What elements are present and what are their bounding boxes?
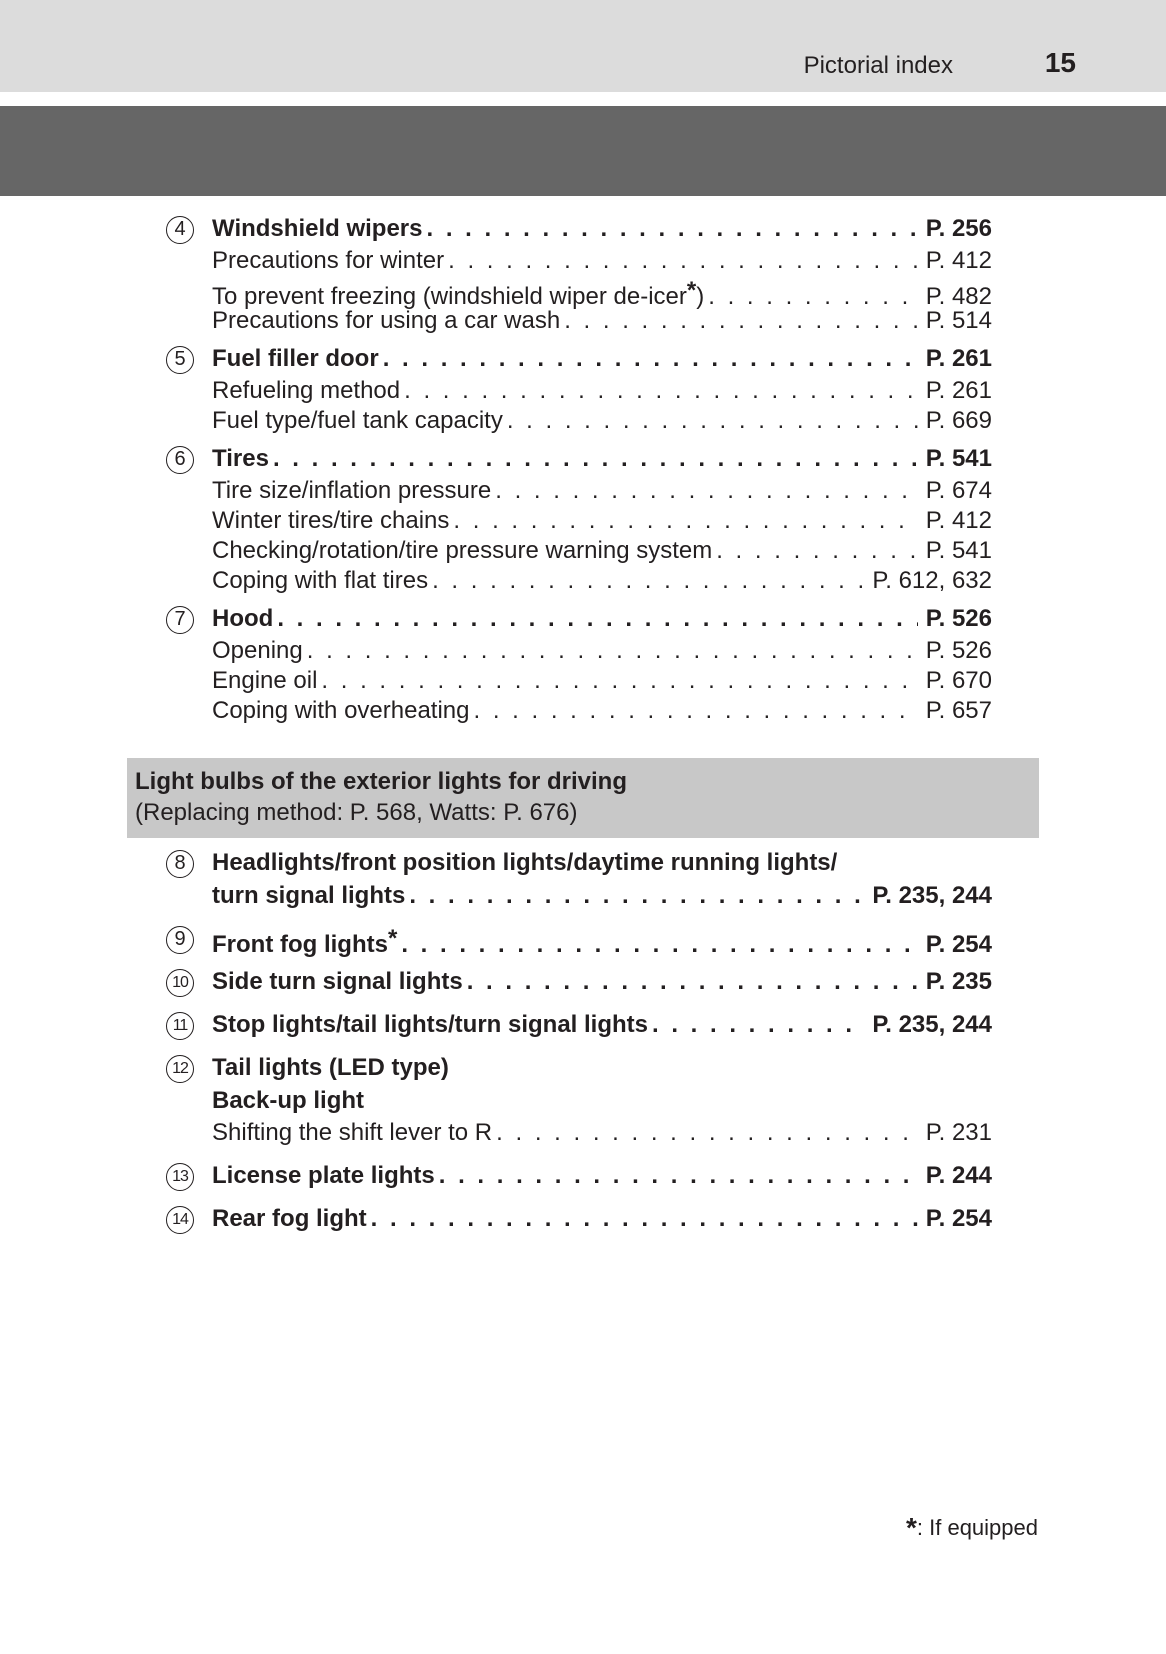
sub-row[interactable] [166, 306, 992, 336]
entry-tires [166, 444, 992, 596]
entry-rear-fog-light [166, 1204, 992, 1234]
item-label: Headlights/front position lights/daytime running lights/ [212, 849, 838, 876]
page-reference[interactable]: P. 244 [925, 1162, 992, 1189]
item-label: turn signal lights [212, 882, 406, 909]
sub-row[interactable] [166, 246, 992, 276]
index-row[interactable] [166, 214, 992, 244]
entry-headlights [166, 848, 992, 911]
index-row[interactable] [166, 924, 992, 958]
index-list-exterior [166, 214, 992, 734]
dot-leader [426, 214, 917, 244]
item-label [212, 924, 397, 960]
page-reference[interactable]: P. 235 [925, 968, 992, 995]
index-row-line[interactable] [166, 1086, 992, 1116]
sub-label: Tire size/inflation pressure [212, 477, 492, 504]
circled-number: 12 [166, 1055, 194, 1083]
item-label: Side turn signal lights [212, 968, 463, 995]
page-reference[interactable]: P. 231 [925, 1119, 992, 1146]
item-label: Stop lights/tail lights/turn signal lights [212, 1011, 648, 1038]
sub-row[interactable] [166, 506, 992, 536]
callout-title: Light bulbs of the exterior lights for driving [135, 768, 627, 795]
index-row[interactable] [166, 344, 992, 374]
dot-leader [652, 1010, 864, 1040]
index-list-lights [166, 848, 992, 1247]
circled-number: 8 [166, 850, 194, 878]
sub-row[interactable] [166, 476, 992, 506]
page-reference[interactable]: P. 254 [925, 1205, 992, 1232]
sub-row[interactable] [166, 666, 992, 696]
page-reference[interactable]: P. 657 [925, 697, 992, 724]
circled-number: 13 [166, 1163, 194, 1191]
page-reference[interactable]: P. 412 [925, 247, 992, 274]
item-label: Windshield wipers [212, 215, 423, 242]
section-title: Pictorial index [803, 52, 953, 79]
dot-leader [453, 506, 917, 536]
item-label: Hood [212, 605, 274, 632]
index-row[interactable] [166, 444, 992, 474]
index-row[interactable] [166, 1161, 992, 1191]
item-label: License plate lights [212, 1162, 435, 1189]
page-reference[interactable]: P. 612, 632 [872, 567, 992, 594]
callout-subtitle: (Replacing method: P. 568, Watts: P. 676) [135, 799, 578, 826]
sub-label: Shifting the shift lever to R [212, 1119, 493, 1146]
sub-row[interactable] [166, 376, 992, 406]
dot-leader [273, 444, 918, 474]
item-label: Fuel filler door [212, 345, 379, 372]
index-row-line[interactable] [166, 848, 992, 878]
item-label: Tires [212, 445, 269, 472]
dot-leader [496, 1118, 918, 1148]
sub-row[interactable] [166, 636, 992, 666]
item-label: Tail lights (LED type) [212, 1054, 449, 1081]
page-reference[interactable]: P. 669 [925, 407, 992, 434]
sub-row[interactable] [166, 536, 992, 566]
page-reference[interactable]: P. 256 [925, 215, 992, 242]
dot-leader [321, 666, 917, 696]
page-reference[interactable]: P. 670 [925, 667, 992, 694]
page-reference[interactable]: P. 482 [925, 283, 992, 310]
sub-label: Winter tires/tire chains [212, 507, 450, 534]
page-reference[interactable]: P. 261 [925, 345, 992, 372]
circled-number: 5 [166, 346, 194, 374]
light-bulbs-callout [127, 758, 1039, 838]
page-reference[interactable]: P. 526 [925, 605, 992, 632]
dot-leader [383, 344, 918, 374]
index-row[interactable] [166, 1010, 992, 1040]
circled-number: 10 [166, 969, 194, 997]
entry-side-turn-signal-lights [166, 967, 992, 997]
entry-front-fog-lights [166, 924, 992, 958]
page-number: 15 [1044, 47, 1076, 78]
asterisk-mark: * [905, 1512, 917, 1543]
item-label: Back-up light [212, 1087, 365, 1114]
circled-number: 11 [166, 1012, 194, 1040]
sub-label: Engine oil [212, 667, 318, 694]
entry-fuel-filler-door [166, 344, 992, 436]
circled-number: 7 [166, 606, 194, 634]
dot-leader [474, 696, 918, 726]
page-reference[interactable]: P. 541 [925, 445, 992, 472]
circled-number: 4 [166, 216, 194, 244]
index-row[interactable] [166, 1204, 992, 1234]
circled-number: 14 [166, 1206, 194, 1234]
item-label: Rear fog light [212, 1205, 367, 1232]
page-reference[interactable]: P. 541 [925, 537, 992, 564]
header-band [0, 0, 1166, 92]
circled-number: 9 [166, 926, 194, 954]
sub-row[interactable] [166, 696, 992, 726]
index-row[interactable] [166, 604, 992, 634]
sub-label: Coping with flat tires [212, 567, 429, 594]
sub-label-tail: ) [696, 283, 705, 310]
sub-label: Opening [212, 637, 303, 664]
page-reference[interactable]: P. 514 [925, 307, 992, 334]
page-reference[interactable]: P. 412 [925, 507, 992, 534]
sub-label: Precautions for winter [212, 247, 445, 274]
asterisk-mark: * [387, 925, 398, 952]
dot-leader [409, 881, 864, 911]
sub-label: Coping with overheating [212, 697, 470, 724]
dot-leader [467, 967, 918, 997]
entry-windshield-wipers [166, 214, 992, 336]
index-row[interactable] [166, 881, 992, 911]
entry-stop-tail-lights [166, 1010, 992, 1040]
asterisk-mark: * [686, 277, 697, 304]
index-row[interactable] [166, 967, 992, 997]
sub-label: Fuel type/fuel tank capacity [212, 407, 503, 434]
page-reference[interactable]: P. 674 [925, 477, 992, 504]
dot-leader [432, 566, 864, 596]
page-reference[interactable]: P. 235, 244 [872, 882, 992, 909]
dot-leader [307, 636, 918, 666]
sub-label-text: To prevent freezing (windshield wiper de-icer [212, 283, 687, 310]
page-reference[interactable]: P. 235, 244 [872, 1011, 992, 1038]
section-tab-band [0, 106, 1166, 196]
footnote [906, 1512, 1038, 1544]
index-row-line[interactable] [166, 1053, 992, 1083]
entry-tail-lights-led [166, 1053, 992, 1148]
dot-leader [716, 536, 917, 566]
dot-leader [401, 930, 917, 960]
dot-leader [495, 476, 917, 506]
entry-license-plate-lights [166, 1161, 992, 1191]
dot-leader [448, 246, 918, 276]
footnote-text: : If equipped [916, 1515, 1038, 1540]
sub-label: Refueling method [212, 377, 401, 404]
page-reference[interactable]: P. 254 [925, 931, 992, 958]
sub-label: Precautions for using a car wash [212, 307, 561, 334]
dot-leader [564, 306, 918, 336]
page-reference[interactable]: P. 261 [925, 377, 992, 404]
dot-leader [277, 604, 917, 634]
circled-number: 6 [166, 446, 194, 474]
entry-hood [166, 604, 992, 726]
dot-leader [439, 1161, 918, 1191]
dot-leader [404, 376, 918, 406]
sub-row[interactable] [166, 276, 992, 310]
sub-label: Checking/rotation/tire pressure warning system [212, 537, 713, 564]
dot-leader [371, 1204, 918, 1234]
dot-leader [507, 406, 918, 436]
page-reference[interactable]: P. 526 [925, 637, 992, 664]
sub-row[interactable] [166, 1118, 992, 1148]
sub-row[interactable] [166, 406, 992, 436]
sub-row[interactable] [166, 566, 992, 596]
item-label-text: Front fog lights [212, 931, 388, 958]
